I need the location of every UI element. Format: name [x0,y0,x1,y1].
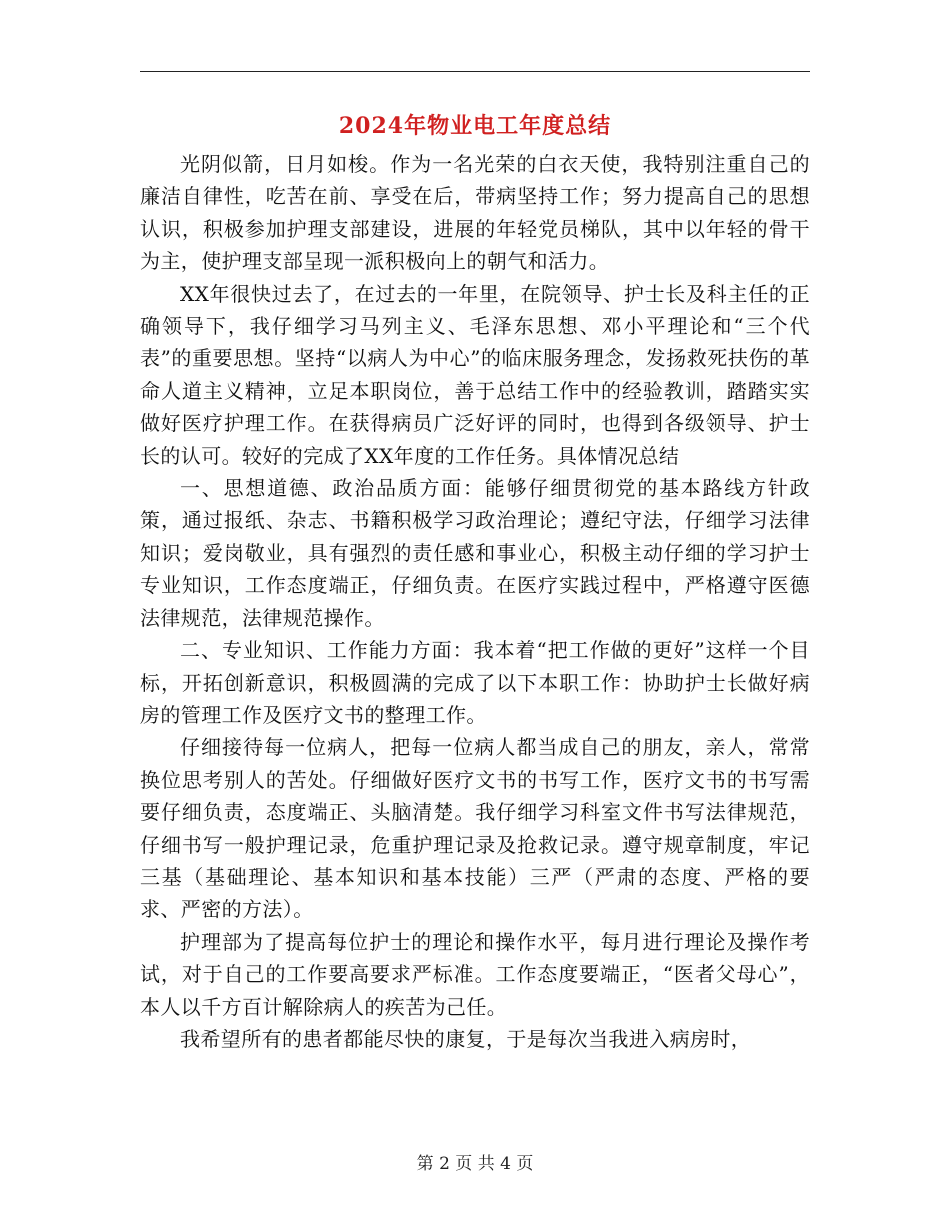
paragraph: 一、思想道德、政治品质方面：能够仔细贯彻党的基本路线方针政策，通过报纸、杂志、书籍积极学习政治理论；遵纪守法，仔细学习法律知识；爱岗敬业，具有强烈的责任感和事业心，积极主动仔细的学习护士专业知识，工作态度端正，仔细负责。在医疗实践过程中，严格遵守医德法律规范，法律规范操作。 [140,476,810,630]
paragraph: 仔细接待每一位病人，把每一位病人都当成自己的朋友，亲人，常常换位思考别人的苦处。仔细做好医疗文书的书写工作，医疗文书的书写需要仔细负责，态度端正、头脑清楚。我仔细学习科室文件书写法律规范，仔细书写一般护理记录，危重护理记录及抢救记录。遵守规章制度，牢记三基（基础理论、基本知识和基本技能）三严（严肃的态度、严格的要求、严密的方法）。 [140,735,810,922]
paragraph: 二、专业知识、工作能力方面：我本着“把工作做的更好”这样一个目标，开拓创新意识，积极圆满的完成了以下本职工作：协助护士长做好病房的管理工作及医疗文书的整理工作。 [140,638,810,727]
header-rule [140,71,810,72]
page-number-footer: 第 2 页 共 4 页 [416,1154,534,1174]
paragraph: 光阴似箭，日月如梭。作为一名光荣的白衣天使，我特别注重自己的廉洁自律性，吃苦在前、享受在后，带病坚持工作；努力提高自己的思想认识，积极参加护理支部建设，进展的年轻党员梯队，其中以年轻的骨干为主，使护理支部呈现一派积极向上的朝气和活力。 [140,152,810,274]
document-title: 2024年物业电工年度总结 [338,113,612,139]
paragraph: 护理部为了提高每位护士的理论和操作水平，每月进行理论及操作考试，对于自己的工作要高要求严标准。工作态度要端正，“医者父母心”，本人以千方百计解除病人的疾苦为己任。 [140,929,810,1019]
paragraph: 我希望所有的患者都能尽快的康复，于是每次当我进入病房时， [180,1026,752,1051]
document-body [140,148,810,1055]
paragraph: XX年很快过去了，在过去的一年里，在院领导、护士长及科主任的正确领导下，我仔细学习马列主义、毛泽东思想、邓小平理论和“三个代表”的重要思想。坚持“以病人为中心”的临床服务理念，发扬救死扶伤的革命人道主义精神，立足本职岗位，善于总结工作中的经验教训，踏踏实实做好医疗护理工作。在获得病员广泛好评的同时，也得到各级领导、护士长的认可。较好的完成了XX年度的工作任务。具体情况总结 [140,281,810,468]
